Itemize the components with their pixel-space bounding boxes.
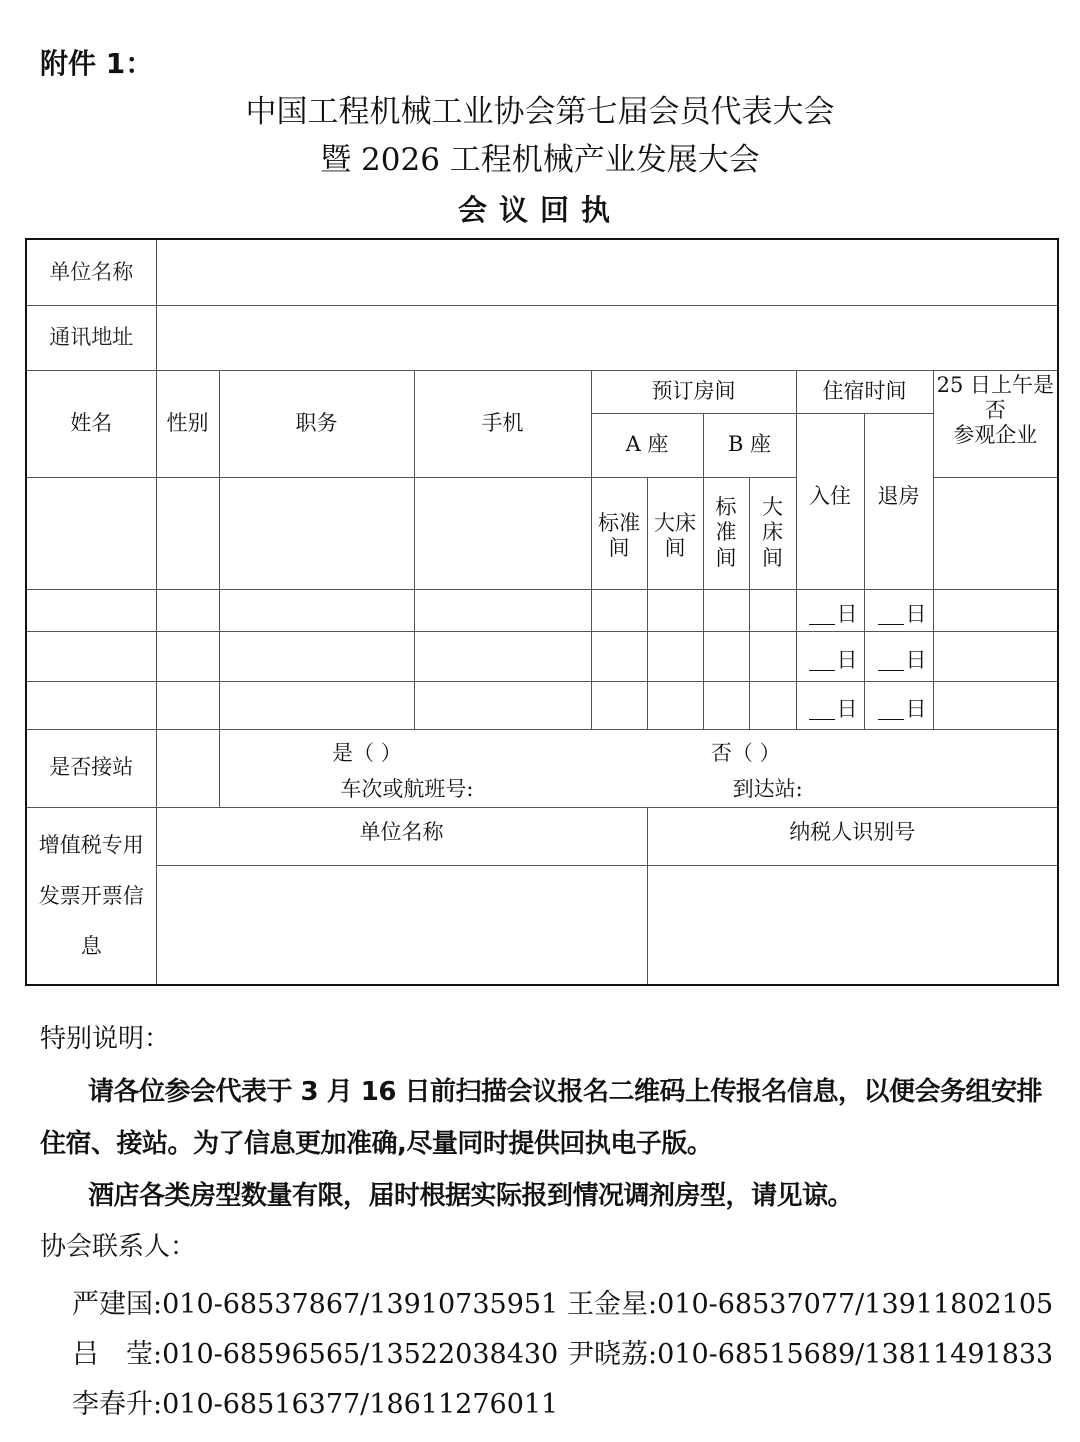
vat-unit-name-header: 单位名称 <box>156 807 647 865</box>
contact-item: 李春升:010-68516377/18611276011 <box>72 1388 559 1420</box>
header-standard-room-b: 标准间 <box>703 477 749 589</box>
attachment-label: 附件 1： <box>40 47 154 80</box>
pickup-no-option[interactable]: 否（ ） <box>710 741 781 766</box>
address-label: 通讯地址 <box>26 305 156 370</box>
contact-item: 吕 莹:010-68596565/13522038430 <box>72 1338 559 1370</box>
header-gender: 性别 <box>156 370 219 477</box>
special-notes <box>40 1018 1050 1263</box>
check-out-day[interactable]: 日 <box>864 631 933 681</box>
header-standard-room-a: 标准间 <box>591 477 647 589</box>
contacts-heading: 协会联系人： <box>40 1232 197 1262</box>
header-position: 职务 <box>219 370 414 477</box>
header-visit-line3: 参观企业 <box>953 422 1038 447</box>
header-block-b: B 座 <box>703 413 796 477</box>
table-row <box>26 589 1058 631</box>
header-visit-line1: 25 日上午是 <box>936 372 1054 397</box>
notes-paragraph-2: 酒店各类房型数量有限，届时根据实际报到情况调剂房型，请见谅。 <box>88 1181 854 1211</box>
header-big-bed-b: 大床间 <box>749 477 796 589</box>
table-row <box>26 631 1058 681</box>
pickup-label: 是否接站 <box>26 729 156 807</box>
visit-cell[interactable] <box>933 477 1058 589</box>
header-check-out: 退房 <box>864 413 933 589</box>
vat-taxpayer-id-header: 纳税人识别号 <box>647 807 1058 865</box>
vat-taxpayer-id-input[interactable] <box>647 865 1058 985</box>
header-mobile: 手机 <box>414 370 591 477</box>
pickup-yes-option[interactable]: 是（ ） <box>332 741 402 766</box>
position-cell[interactable] <box>219 477 414 589</box>
form-subtitle: 会议回执 <box>457 193 622 227</box>
train-flight-field[interactable]: 车次或航班号: <box>340 777 474 802</box>
check-in-day[interactable]: 日 <box>796 681 864 729</box>
header-room-booking: 预订房间 <box>591 370 796 413</box>
header-block-a: A 座 <box>591 413 703 477</box>
notes-paragraph-1: 请各位参会代表于 3 月 16 日前扫描会议报名二维码上传报名信息，以便会务组安排住宿、接站。为了信息更加准确,尽量同时提供回执电子版。 <box>40 1077 1042 1159</box>
header-visit <box>933 370 1058 477</box>
address-input[interactable] <box>156 305 1058 370</box>
contact-item: 尹晓荔:010-68515689/13811491833 <box>567 1338 1054 1370</box>
check-in-day[interactable]: 日 <box>796 589 864 631</box>
arrival-station-field[interactable]: 到达站: <box>732 777 803 802</box>
check-in-day[interactable]: 日 <box>796 631 864 681</box>
notes-heading: 特别说明： <box>40 1024 171 1054</box>
pickup-blank-cell[interactable] <box>156 729 219 807</box>
header-stay-time: 住宿时间 <box>796 370 933 413</box>
document-title: 中国工程机械工业协会第七届会员代表大会 <box>245 94 835 130</box>
receipt-form-table <box>25 238 1059 986</box>
header-name: 姓名 <box>26 370 156 477</box>
table-row <box>26 681 1058 729</box>
unit-name-label: 单位名称 <box>26 239 156 305</box>
gender-cell[interactable] <box>156 477 219 589</box>
contacts-list <box>72 1276 1062 1426</box>
mobile-cell[interactable] <box>414 477 591 589</box>
name-cell[interactable] <box>26 477 156 589</box>
vat-unit-name-input[interactable] <box>156 865 647 985</box>
contact-item: 严建国:010-68537867/13910735951 <box>72 1288 559 1320</box>
check-out-day[interactable]: 日 <box>864 681 933 729</box>
check-out-day[interactable]: 日 <box>864 589 933 631</box>
header-visit-line2: 否 <box>984 397 1006 422</box>
document-title-line2: 暨 2026 工程机械产业发展大会 <box>320 142 760 178</box>
pickup-options <box>219 729 1058 807</box>
header-check-in: 入住 <box>796 413 864 589</box>
vat-invoice-label: 增值税专用发票开票信息 <box>26 807 156 985</box>
contact-item: 王金星:010-68537077/13911802105 <box>567 1288 1054 1320</box>
header-big-bed-a: 大床间 <box>647 477 703 589</box>
unit-name-input[interactable] <box>156 239 1058 305</box>
